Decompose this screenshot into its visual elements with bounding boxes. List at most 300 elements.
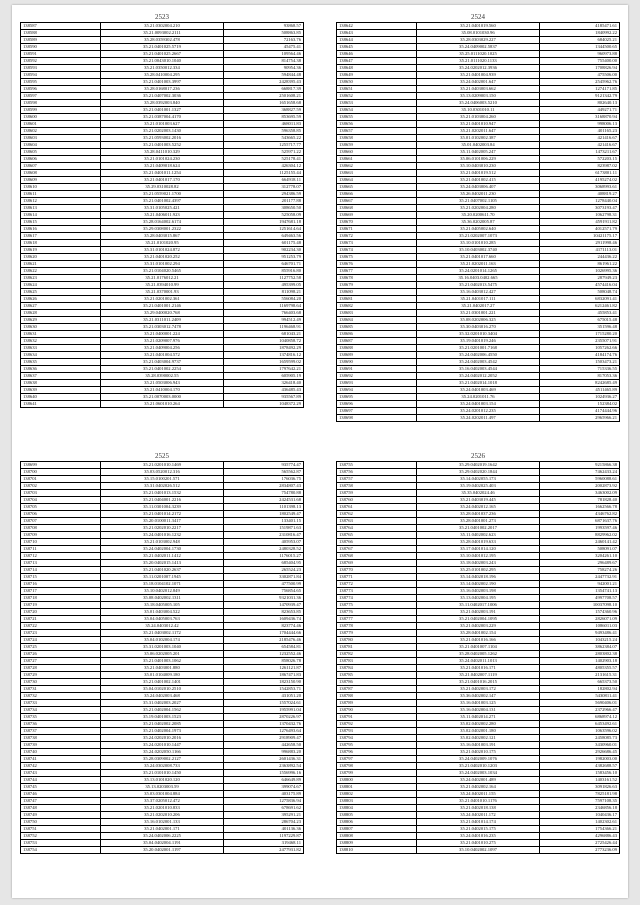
row-id-cell: 138651 [337,86,417,93]
row-id-cell: 138624 [21,282,101,289]
page-number: 2524 [471,13,485,21]
table-row [337,805,620,812]
table-row [337,777,620,784]
row-code-cell: 35.24.0401003.154 [416,401,539,408]
row-id-cell: 138644 [337,37,417,44]
row-code-cell: 35.21.0070003.0000 [100,394,223,401]
row-amount-cell: 449271.71 [539,107,619,114]
row-amount-cell: 6871637.76 [539,518,619,525]
table-row [337,714,620,721]
row-id-cell: 138754 [21,847,101,854]
table-row [21,205,304,212]
row-code-cell: 35.21.0176012.21 [100,275,223,282]
row-id-cell: 138620 [21,254,101,261]
row-amount-cell: 654584.81 [223,644,303,651]
row-id-cell: 138706 [21,511,101,518]
row-code-cell: 35.26.0402011.230 [416,191,539,198]
row-code-cell: 35.21.0401025.5719 [100,44,223,51]
table-row [337,518,620,525]
row-amount-cell: 1040436.17 [539,812,619,819]
row-id-cell: 138608 [21,170,101,177]
table-row [21,686,304,693]
table-row [337,408,620,415]
row-amount-cell: 1197229.87 [223,833,303,840]
row-code-cell: 35.28.0164002.6174 [100,219,223,226]
row-id-cell: 138801 [337,784,417,791]
row-id-cell: 138793 [337,728,417,735]
row-amount-cell: 4997708.57 [539,595,619,602]
row-id-cell: 138714 [21,567,101,574]
table-row [21,240,304,247]
row-amount-cell: 1470939.47 [223,602,303,609]
table-row [21,359,304,366]
row-amount-cell: 2918909.47 [223,735,303,742]
table-row [21,268,304,275]
row-amount-cell: 935567.89 [223,394,303,401]
row-code-cell: 35.11.0402014.271 [416,714,539,721]
row-amount-cell: 1704444.66 [223,630,303,637]
table-row [21,595,304,602]
row-code-cell: 35.21.0302004.210 [100,23,223,30]
row-amount-cell: 45475.41 [223,44,303,51]
row-code-cell: 35.21.0401011.1254 [100,170,223,177]
table-row [21,490,304,497]
row-id-cell: 138789 [337,700,417,707]
row-amount-cell: 4805355.57 [539,665,619,672]
table-row [337,798,620,805]
row-code-cell: 35.21.0201001.7168 [416,345,539,352]
row-amount-cell: 4012571.79 [539,226,619,233]
row-amount-cell: 1754366.21 [539,826,619,833]
table-row [337,833,620,840]
row-code-cell: 35.21.0503006.943 [100,380,223,387]
row-id-cell: 138710 [21,539,101,546]
table-row [337,345,620,352]
row-code-cell: 35.21.0407002.1105 [416,198,539,205]
row-id-cell: 138708 [21,525,101,532]
table-row [337,219,620,226]
row-id-cell: 138636 [21,366,101,373]
table-row [337,23,620,30]
row-amount-cell: 468011.83 [223,121,303,128]
row-code-cell: 35.31.0402003.2027 [100,700,223,707]
table-row [21,163,304,170]
row-code-cell: 35.21.0311011.2409 [100,317,223,324]
row-id-cell: 138593 [21,65,101,72]
row-code-cell: 35.21.0402002.164 [416,784,539,791]
row-id-cell: 138696 [337,401,417,408]
table-row [21,345,304,352]
table-row [21,840,304,847]
row-id-cell: 138701 [21,476,101,483]
table-row [337,672,620,679]
table-row [21,637,304,644]
row-code-cell: 35.04.0402004.1191 [100,840,223,847]
row-id-cell: 138646 [337,51,417,58]
row-id-cell: 138704 [21,497,101,504]
row-code-cell: 35.21.0401014.2172 [100,511,223,518]
row-amount-cell: 2458085.73 [539,735,619,742]
row-id-cell: 138688 [337,345,417,352]
row-id-cell: 138598 [21,100,101,107]
row-code-cell: 35.28.0392003.840 [100,100,223,107]
table-row [21,387,304,394]
row-code-cell: 35.21.0593002.2016 [100,135,223,142]
row-amount-cell: 2372966.47 [539,707,619,714]
table-row [337,469,620,476]
row-amount-cell: 2803802.38 [539,651,619,658]
table-row [337,693,620,700]
row-code-cell: 35.36.0202005.87 [416,219,539,226]
row-amount-cell: 2725426.44 [539,840,619,847]
row-amount-cell: 2355071.91 [539,338,619,345]
row-code-cell: 35.21.0387004.4170 [100,114,223,121]
row-code-cell: 35.21.0402017.27 [416,303,539,310]
table-row [337,637,620,644]
row-code-cell: 35.21.0402003.172 [416,686,539,693]
table-row [337,338,620,345]
table-row [21,37,304,44]
row-id-cell: 138797 [337,756,417,763]
row-amount-cell: 9321031.36 [223,595,303,602]
row-id-cell: 138678 [337,275,417,282]
row-amount-cell: 823987.02 [539,163,619,170]
row-id-cell: 138695 [337,394,417,401]
row-id-cell: 138627 [21,303,101,310]
row-amount-cell: 3862384.07 [539,644,619,651]
row-code-cell: 35.06.0101006.229 [416,156,539,163]
row-amount-cell: 296489.67 [539,560,619,567]
row-id-cell: 138592 [21,58,101,65]
row-amount-cell: 1276493.64 [223,728,303,735]
row-id-cell: 138755 [337,462,417,469]
row-code-cell: 35.21.0403019.445 [416,497,539,504]
row-amount-cell: 855916.80 [223,268,303,275]
row-amount-cell: 3073193.47 [539,205,619,212]
row-amount-cell: 525178.41 [223,156,303,163]
row-amount-cell: 6868974.12 [539,714,619,721]
row-id-cell: 138687 [337,338,417,345]
row-amount-cell: 1955991.04 [223,707,303,714]
row-amount-cell: 1169798.64 [223,303,303,310]
table-row [337,331,620,338]
row-id-cell: 138602 [21,128,101,135]
table-row [337,567,620,574]
row-amount-cell: 4382688.57 [539,763,619,770]
row-id-cell: 138774 [337,595,417,602]
row-code-cell: 35.21.0104020.5465 [100,268,223,275]
row-amount-cell: 1402903.18 [539,658,619,665]
row-code-cell: 35.21.0404001.2216 [100,497,223,504]
row-id-cell: 138715 [21,574,101,581]
row-code-cell: 35.24.0402006.2225 [100,833,223,840]
row-code-cell: 35.21.0402011.1412 [100,553,223,560]
table-row [337,100,620,107]
row-code-cell: 35.28.0401037.236 [416,511,539,518]
row-id-cell: 138709 [21,532,101,539]
table-row [337,149,620,156]
row-code-cell: 35.28.0168017.236 [100,86,223,93]
table-row [337,79,620,86]
row-amount-cell: 477500.99 [223,581,303,588]
row-amount-cell: 668817.39 [223,86,303,93]
page-number: 2523 [155,13,169,21]
row-amount-cell: 4174444.96 [539,408,619,415]
row-amount-cell: 408819.27 [539,191,619,198]
row-code-cell: 35.21.0401002.2254 [100,366,223,373]
row-id-cell: 138628 [21,310,101,317]
table-row [337,560,620,567]
table-row [21,504,304,511]
row-amount-cell: 10421175.17 [539,233,619,240]
row-code-cell: 35.28.0309002.2127 [100,756,223,763]
row-id-cell: 138645 [337,44,417,51]
table-row [21,93,304,100]
row-amount-cell: 665373.50 [539,679,619,686]
row-amount-cell: 176036.75 [223,476,303,483]
row-amount-cell: 401136.36 [223,826,303,833]
table-row [21,784,304,791]
row-amount-cell: 2480328.52 [223,546,303,553]
row-code-cell: 35.24.0201012.235 [416,408,539,415]
row-amount-cell: 319468.11 [223,840,303,847]
row-code-cell: 35.21.0402015.175 [416,826,539,833]
row-amount-cell: 543665.22 [223,135,303,142]
row-amount-cell: 1840992.22 [539,30,619,37]
row-code-cell: 35.21.0407002.3036 [100,93,223,100]
row-amount-cell: 1947681.18 [223,219,303,226]
row-id-cell: 138769 [337,560,417,567]
row-amount-cell: 2424531.68 [223,497,303,504]
row-amount-cell: 287949.23 [539,275,619,282]
table-row [337,310,620,317]
row-id-cell: 138588 [21,30,101,37]
row-code-cell: 35.02.0402001.180 [416,728,539,735]
row-amount-cell: 7462433.24 [539,469,619,476]
row-id-cell: 138601 [21,121,101,128]
row-id-cell: 138587 [21,23,101,30]
row-code-cell: 35.28.0410004.295 [100,72,223,79]
row-code-cell: 35.28.0401019.633 [416,539,539,546]
row-code-cell: 35.21.0103002.948 [100,539,223,546]
row-amount-cell: 6832091.41 [539,296,619,303]
row-amount-cell: 756854.65 [223,588,303,595]
row-code-cell: 35.08.0101030.96 [416,30,539,37]
table-row [21,602,304,609]
row-code-cell: 35.21.0401004.572 [100,352,223,359]
row-amount-cell: 1127752.58 [223,275,303,282]
row-code-cell: 35.16.0402004.131 [416,707,539,714]
table-row [21,672,304,679]
row-code-cell: 35.21.0093002.2111 [100,30,223,37]
table-row [21,121,304,128]
table-row [21,651,304,658]
row-amount-cell: 1823150.90 [223,679,303,686]
table-row [21,469,304,476]
row-amount-cell: 996883.20 [223,749,303,756]
row-code-cell: 35.10.0402002.1097 [416,847,539,854]
page-number: 2525 [155,452,169,460]
row-id-cell: 138657 [337,128,417,135]
table-row [337,58,620,65]
row-id-cell: 138666 [337,191,417,198]
row-amount-cell: 5960088.61 [539,476,619,483]
row-id-cell: 138760 [337,497,417,504]
row-code-cell: 35.14.0402055.173 [416,476,539,483]
row-id-cell: 138748 [21,805,101,812]
row-id-cell: 138795 [337,742,417,749]
data-table [20,22,304,408]
row-id-cell: 138676 [337,261,417,268]
data-table [20,461,304,854]
row-amount-cell: 684025.21 [539,37,619,44]
row-id-cell: 138804 [337,805,417,812]
table-row [21,826,304,833]
row-amount-cell: 426304.12 [223,163,303,170]
table-row [21,546,304,553]
row-amount-cell: 1026995.36 [539,268,619,275]
row-code-cell: 35.21.0401003.3997 [100,79,223,86]
row-id-cell: 138765 [337,532,417,539]
row-amount-cell: 495399.05 [223,282,303,289]
table-row [337,651,620,658]
row-code-cell: 35.21.0202004.280 [416,205,539,212]
row-code-cell: 35.18.0402003.243 [416,560,539,567]
row-code-cell: 35.06.0202005.201 [100,651,223,658]
row-id-cell: 138729 [21,672,101,679]
table-row [337,240,620,247]
row-amount-cell: 152384.02 [539,401,619,408]
table-row [21,310,304,317]
row-amount-cell: 823774.46 [223,623,303,630]
data-table [336,461,620,854]
row-code-cell: 35.13.0209003.150 [416,93,539,100]
table-row [337,756,620,763]
row-amount-cell: 1557024.61 [223,700,303,707]
row-id-cell: 138612 [21,198,101,205]
row-amount-cell: 2545962.76 [539,79,619,86]
row-amount-cell: 4511465.89 [539,387,619,394]
table-row [21,177,304,184]
row-code-cell: 35.21.0401017.170 [100,177,223,184]
row-id-cell: 138764 [337,525,417,532]
row-code-cell: 35.21.0601010.264 [100,401,223,408]
row-amount-cell: 286704.23 [223,819,303,826]
table-row [337,532,620,539]
table-row [337,595,620,602]
table-row [21,114,304,121]
row-id-cell: 138792 [337,721,417,728]
row-id-cell: 138809 [337,840,417,847]
table-row [21,373,304,380]
row-id-cell: 138634 [21,352,101,359]
table-row [21,51,304,58]
row-amount-cell: 572203.15 [539,156,619,163]
row-amount-cell: 431051.20 [223,693,303,700]
table-row [21,72,304,79]
row-id-cell: 138750 [21,819,101,826]
row-code-cell: 35.13.0402004.195 [416,595,539,602]
row-code-cell: 35.11.0402005.247 [416,149,539,156]
row-id-cell: 138679 [337,282,417,289]
row-code-cell: 35.24.0402011.155 [416,791,539,798]
table-row [21,380,304,387]
row-id-cell: 138746 [21,791,101,798]
row-code-cell: 35.21.0209007.976 [100,338,223,345]
row-code-cell: 35.21.0401010.1176 [416,798,539,805]
row-id-cell: 138658 [337,135,417,142]
table-row [337,51,620,58]
row-code-cell: 35.21.0201010.833 [100,805,223,812]
row-id-cell: 138594 [21,72,101,79]
row-amount-cell: 109564.46 [223,51,303,58]
row-code-cell: 35.21.0043010.1040 [100,58,223,65]
row-code-cell: 35.21.0101020.95 [100,240,223,247]
row-code-cell: 35.21.0202003.1430 [100,128,223,135]
row-id-cell: 138672 [337,233,417,240]
row-id-cell: 138762 [337,511,417,518]
table-row [337,135,620,142]
row-amount-cell: 758274.26 [539,567,619,574]
row-code-cell: 35.10.0403010.230 [416,163,539,170]
table-row [21,763,304,770]
table-row [337,742,620,749]
table-row [21,553,304,560]
row-amount-cell: 3068993.61 [539,184,619,191]
row-code-cell: 35.19.0401019.246 [416,338,539,345]
row-code-cell: 35.11.0301004.3239 [100,504,223,511]
row-amount-cell: 326418.40 [223,380,303,387]
row-code-cell: 35.21.0401017.660 [416,254,539,261]
row-code-cell: 35.29.0310028.82 [100,184,223,191]
row-code-cell: 35.24.0402006.4550 [416,352,539,359]
row-id-cell: 138663 [337,170,417,177]
table-row [21,574,304,581]
row-amount-cell: 1370432.76 [223,721,303,728]
row-code-cell: 35.24.0402001.647 [416,79,539,86]
row-id-cell: 138800 [337,777,417,784]
row-code-cell: 35.21.0402004.1973 [100,728,223,735]
table-row [337,394,620,401]
row-id-cell: 138691 [337,366,417,373]
row-amount-cell: 1101398.13 [223,504,303,511]
row-id-cell: 138681 [337,296,417,303]
row-amount-cell: 685404.95 [223,560,303,567]
row-id-cell: 138677 [337,268,417,275]
row-id-cell: 138766 [337,539,417,546]
table-row [21,679,304,686]
row-code-cell: 35.31.0101002.294 [100,261,223,268]
document-page [12,5,628,898]
row-amount-cell: 442658.50 [223,742,303,749]
table-row [337,490,620,497]
row-amount-cell: 405953.07 [223,539,303,546]
table-row [337,373,620,380]
row-amount-cell: 3463002.09 [539,490,619,497]
row-id-cell: 138698 [337,415,417,422]
table-row [337,93,620,100]
row-code-cell: 35.21.0403001.880 [100,665,223,672]
row-amount-cell: 294386.59 [223,191,303,198]
row-code-cell: 35.21.0401019.512 [416,170,539,177]
row-id-cell: 138600 [21,114,101,121]
row-id-cell: 138693 [337,380,417,387]
row-amount-cell: 1802549.47 [223,511,303,518]
table-row [21,107,304,114]
row-id-cell: 138599 [21,107,101,114]
row-amount-cell: 2501608.21 [223,93,303,100]
table-row [337,749,620,756]
